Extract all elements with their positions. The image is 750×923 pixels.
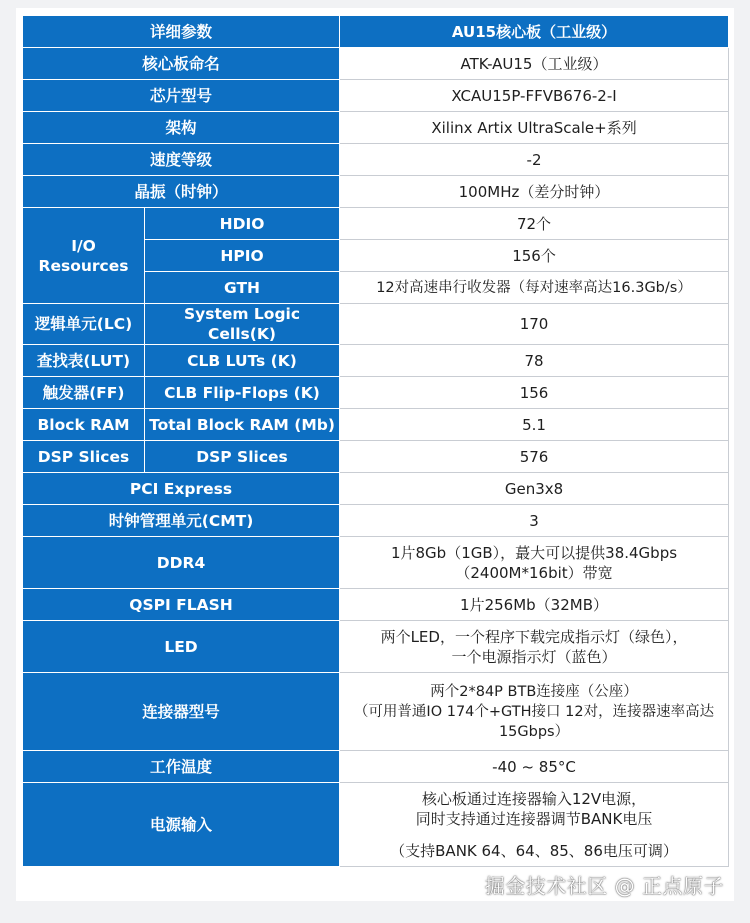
table-row xyxy=(23,537,729,589)
row-sublabel-dsp: DSP Slices xyxy=(145,441,340,473)
row-sublabel-hpio: HPIO xyxy=(145,240,340,272)
row-value-gth: 12对高速串行收发器（每对速率高达16.3Gb/s） xyxy=(340,272,729,304)
row-value-hpio: 156个 xyxy=(340,240,729,272)
header-value: AU15核心板（工业级） xyxy=(340,16,729,48)
row-value-hdio: 72个 xyxy=(340,208,729,240)
table-row xyxy=(23,621,729,673)
power-line-2: 同时支持通过连接器调节BANK电压 xyxy=(415,809,653,828)
row-value-arch: Xilinx Artix UltraScale+系列 xyxy=(340,112,729,144)
table-row xyxy=(23,208,729,240)
row-label-clock: 晶振（时钟） xyxy=(23,176,340,208)
row-sublabel-bram: Total Block RAM (Mb) xyxy=(145,409,340,441)
row-label-ff: 触发器(FF) xyxy=(23,377,145,409)
table-row xyxy=(23,304,729,345)
table-row xyxy=(23,505,729,537)
table-row xyxy=(23,473,729,505)
row-label-io: I/O Resources xyxy=(23,208,145,304)
row-value-clock: 100MHz（差分时钟） xyxy=(340,176,729,208)
table-header-row xyxy=(23,16,729,48)
row-label-name: 核心板命名 xyxy=(23,48,340,80)
row-label-ddr4: DDR4 xyxy=(23,537,340,589)
row-label-qspi: QSPI FLASH xyxy=(23,589,340,621)
spec-table xyxy=(22,15,729,867)
table-row xyxy=(23,112,729,144)
header-label: 详细参数 xyxy=(23,16,340,48)
table-row xyxy=(23,409,729,441)
row-value-logic: 170 xyxy=(340,304,729,345)
table-row xyxy=(23,673,729,751)
row-value-name: ATK-AU15（工业级） xyxy=(340,48,729,80)
row-value-bram: 5.1 xyxy=(340,409,729,441)
conn-line-2: （可用普通IO 174个+GTH接口 12对，连接器速率高达 xyxy=(353,703,715,720)
table-row xyxy=(23,751,729,783)
row-label-pcie: PCI Express xyxy=(23,473,340,505)
conn-line-3: 15Gbps） xyxy=(498,723,570,740)
row-value-led xyxy=(340,621,729,673)
ddr4-line-2: （2400M*16bit）带宽 xyxy=(455,563,613,582)
row-label-cmt: 时钟管理单元(CMT) xyxy=(23,505,340,537)
led-line-2: 一个电源指示灯（蓝色） xyxy=(451,647,617,666)
table-row xyxy=(23,176,729,208)
row-label-led: LED xyxy=(23,621,340,673)
table-row xyxy=(23,345,729,377)
row-label-conn: 连接器型号 xyxy=(23,673,340,751)
row-label-bram: Block RAM xyxy=(23,409,145,441)
row-value-speed: -2 xyxy=(340,144,729,176)
row-value-qspi: 1片256Mb（32MB） xyxy=(340,589,729,621)
table-row xyxy=(23,783,729,867)
row-label-temp: 工作温度 xyxy=(23,751,340,783)
row-label-logic: 逻辑单元(LC) xyxy=(23,304,145,345)
row-sublabel-lut: CLB LUTs (K) xyxy=(145,345,340,377)
table-row xyxy=(23,589,729,621)
row-label-power: 电源输入 xyxy=(23,783,340,867)
row-value-conn xyxy=(340,673,729,751)
row-label-lut: 查找表(LUT) xyxy=(23,345,145,377)
table-row xyxy=(23,80,729,112)
power-line-3: （支持BANK 64、64、85、86电压可调） xyxy=(390,841,678,860)
power-line-1: 核心板通过连接器输入12V电源， xyxy=(421,789,647,808)
row-label-chip: 芯片型号 xyxy=(23,80,340,112)
row-label-dsp: DSP Slices xyxy=(23,441,145,473)
row-value-dsp: 576 xyxy=(340,441,729,473)
row-value-cmt: 3 xyxy=(340,505,729,537)
row-sublabel-gth: GTH xyxy=(145,272,340,304)
row-sublabel-ff: CLB Flip-Flops (K) xyxy=(145,377,340,409)
row-label-speed: 速度等级 xyxy=(23,144,340,176)
row-label-arch: 架构 xyxy=(23,112,340,144)
ddr4-line-1: 1片8Gb（1GB），蕞大可以提供38.4Gbps xyxy=(390,543,678,562)
table-row xyxy=(23,441,729,473)
row-sublabel-hdio: HDIO xyxy=(145,208,340,240)
row-value-pcie: Gen3x8 xyxy=(340,473,729,505)
row-value-ff: 156 xyxy=(340,377,729,409)
led-line-1: 两个LED，一个程序下载完成指示灯（绿色）， xyxy=(380,627,688,646)
row-value-temp: -40 ~ 85°C xyxy=(340,751,729,783)
table-row xyxy=(23,377,729,409)
row-value-lut: 78 xyxy=(340,345,729,377)
conn-line-1: 两个2*84P BTB连接座（公座） xyxy=(430,683,638,700)
row-value-chip: XCAU15P-FFVB676-2-I xyxy=(340,80,729,112)
table-row xyxy=(23,144,729,176)
watermark-text: 掘金技术社区 @ 正点原子 xyxy=(484,874,724,898)
table-row xyxy=(23,48,729,80)
row-value-power xyxy=(340,783,729,867)
row-sublabel-logic: System Logic Cells(K) xyxy=(145,304,340,345)
row-value-ddr4 xyxy=(340,537,729,589)
